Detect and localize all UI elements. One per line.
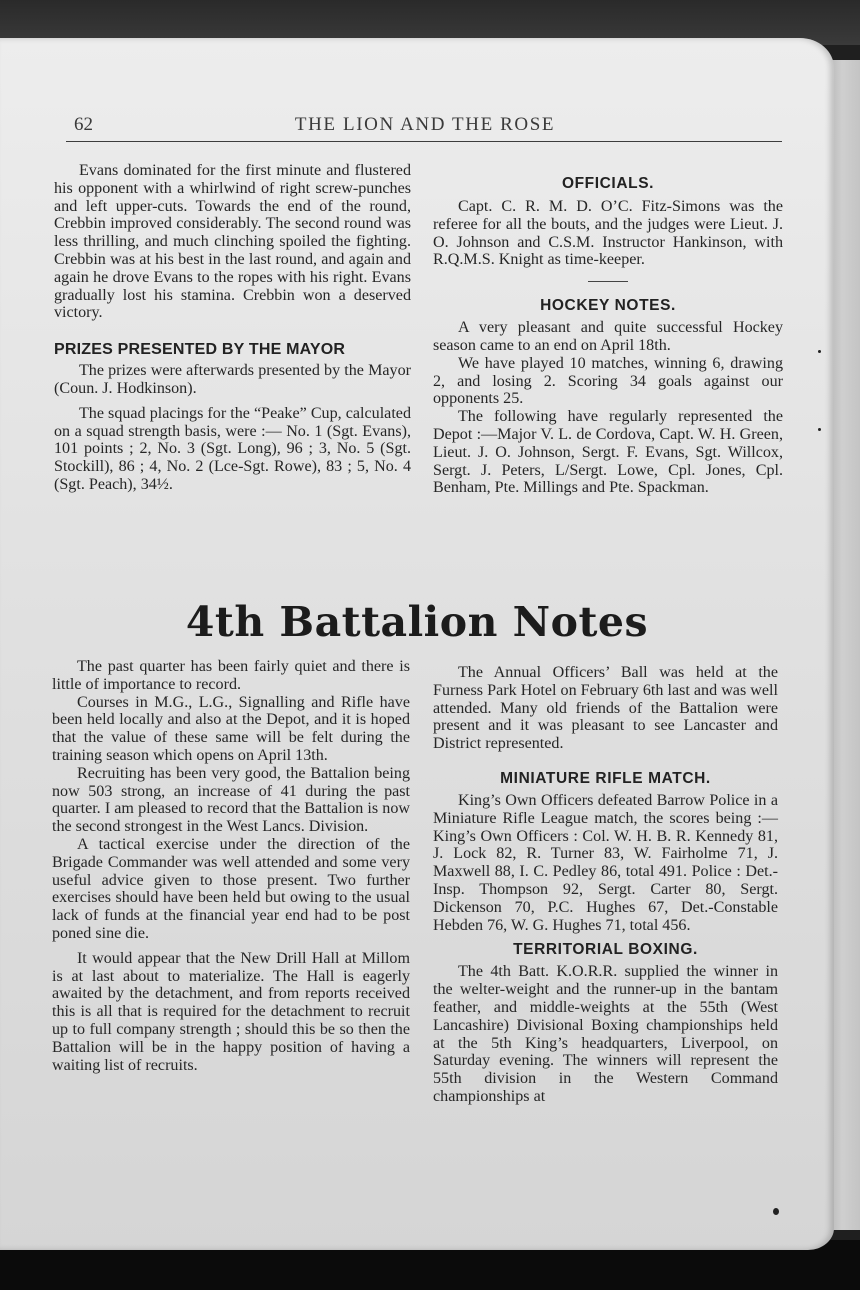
hockey-paragraph-3: The following have regularly represented the Depot :—Major V. L. de Cordova, Capt. W. H. Green, Lieut. J. O. Johnson, Sergt. F. Evans, Sgt. Willcox, Sergt. J. Peters, L/Sergt. Lowe, Cpl. Jones, Cpl. Benham, Pte. Millings and Pte. Spackman. [433, 408, 783, 497]
top-right-column [433, 174, 783, 497]
officers-ball-paragraph: The Annual Officers’ Ball was held at the Furness Park Hotel on February 6th last and was well attended. Many old friends of the Battalion were present and it was pleasant to see Lancaster and District represented. [433, 664, 778, 753]
prizes-heading: PRIZES PRESENTED BY THE MAYOR [54, 341, 346, 359]
officials-heading: OFFICIALS. [561, 175, 655, 192]
ink-speck [773, 1208, 779, 1215]
rifle-match-heading: MINIATURE RIFLE MATCH. [500, 769, 711, 787]
boxing-report-paragraph: Evans dominated for the first minute and flustered his opponent with a whirlwind of right screw-punches and left upper-cuts. Towards the end of the round, Crebbin improved considerably. The second round was less thrilling, and much clinching spoiled the fighting. Crebbin was at his best in the last round, and again and again he drove Evans to the ropes with his right. Evans gradually lost his stamina. Crebbin won a deserved victory. [54, 162, 411, 322]
section-divider [588, 281, 628, 282]
journal-title: THE LION AND THE ROSE [294, 114, 556, 135]
ink-speck [818, 428, 821, 431]
bottom-left-column [52, 658, 410, 1074]
battalion-paragraph-5: It would appear that the New Drill Hall at Millom is at last about to materialize. The Hall is eagerly awaited by the detachment, and from reports received this is all that is required for the detachment to recruit up to full company strength ; should this be so then the Battalion will be in the happy position of having a waiting list of recruits. [52, 949, 410, 1074]
territorial-boxing-heading: TERRITORIAL BOXING. [513, 941, 698, 959]
page-number: 62 [74, 114, 93, 135]
hockey-heading: HOCKEY NOTES. [540, 297, 676, 315]
battalion-paragraph-4: A tactical exercise under the direction of the Brigade Commander was well attended and some very useful advice given to those present. Two further exercises should have been held but owing to the usual lack of funds at the financial year end had to be post poned sine die. [52, 835, 410, 942]
hockey-paragraph-2: We have played 10 matches, winning 6, drawing 2, and losing 2. Scoring 34 goals against our opponents 25. [433, 354, 783, 408]
battalion-paragraph-1: The past quarter has been fairly quiet and there is little of importance to record. [52, 658, 410, 693]
battalion-paragraph-3: Recruiting has been very good, the Battalion being now 503 strong, an increase of 41 during the past quarter. I am pleased to record that the Battalion is now the second strongest in the West Lancs. Division. [52, 764, 410, 836]
ink-speck [818, 350, 821, 353]
top-left-column [54, 162, 411, 494]
rifle-match-paragraph: King’s Own Officers defeated Barrow Police in a Miniature Rifle League match, the scores being :—King’s Own Officers : Col. W. H. B. R. Kennedy 81, J. Lock 82, R. Turner 83, W. Fairholme 71, J. Maxwell 88, I. C. Pedley 86, total 491. Police : Det.-Insp. Thompson 92, Sergt. Carter 80, Sergt. Dickenson 70, P.C. Hughes 67, Det.-Constable Hebden 76, W. G. Hughes 71, total 456. [433, 791, 778, 934]
prizes-paragraph: The prizes were afterwards presented by the Mayor (Coun. J. Hodkinson). [54, 362, 411, 397]
running-head [68, 112, 782, 138]
header-rule [66, 141, 782, 142]
hockey-paragraph-1: A very pleasant and quite successful Hockey season came to an end on April 18th. [433, 319, 783, 354]
officials-paragraph: Capt. C. R. M. D. O’C. Fitz-Simons was the referee for all the bouts, and the judges were Lieut. J. O. Johnson and C.S.M. Instructor Hankinson, with R.Q.M.S. Knight as time-keeper. [433, 198, 783, 269]
bottom-right-column [433, 664, 778, 1106]
magazine-page [0, 38, 834, 1250]
main-title: 4th Battalion Notes [185, 598, 649, 646]
territorial-boxing-paragraph: The 4th Batt. K.O.R.R. supplied the winner in the welter-weight and the runner-up in the bantam feather, and middle-weights at the 55th (West Lancashire) Divisional Boxing championships held at the 5th King’s headquarters, Liverpool, on Saturday evening. The winners will represent the 55th division in the Western Command championships at [433, 963, 778, 1105]
peake-cup-paragraph: The squad placings for the “Peake” Cup, calculated on a squad strength basis, were :— No. 1 (Sgt. Evans), 101 points ; 2, No. 3 (Sgt. Long), 96 ; 3, No. 5 (Sgt. Stockill), 86 ; 4, No. 2 (Lce-Sgt. Rowe), 83 ; 5, No. 4 (Sgt. Peach), 34½. [54, 404, 411, 493]
battalion-paragraph-2: Courses in M.G., L.G., Signalling and Rifle have been held locally and also at the Depot, and it is hoped that the value of these same will be felt during the training season which opens on April 13th. [52, 693, 410, 764]
